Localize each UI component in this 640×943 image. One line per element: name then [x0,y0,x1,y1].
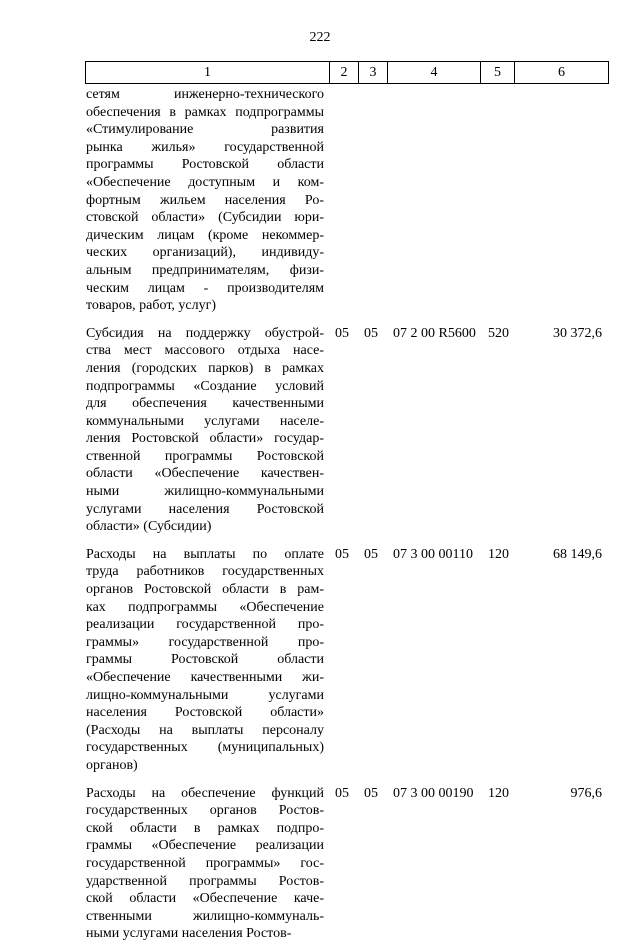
target-article-code: 07 3 00 00110 [393,546,473,562]
description-line: «Обеспечение доступным и ком- [86,174,324,190]
column-header-3: 3 [359,62,388,84]
description-line: ления Ростовской области» государ- [86,431,324,447]
target-article-code: 07 3 00 00190 [393,785,474,801]
description-line: (Расходы на выплаты персоналу [86,722,324,738]
description-line: труда работников государственных [86,564,324,580]
description-line: ственными жилищно-коммуналь- [86,908,324,924]
table-row [85,785,605,943]
amount-value: 30 372,6 [553,325,602,341]
row-description [85,785,324,943]
description-line: обеспечения в рамках подпрограммы [86,104,324,120]
description-line: услугами населения Ростовской [86,501,324,517]
razdel-code: 05 [335,546,349,562]
amount-value: 976,6 [570,785,602,801]
column-header-5: 5 [481,62,515,84]
description-line: государственной программы» гос- [86,855,324,871]
description-line: стовской области» (Субсидии юри- [86,210,324,226]
description-line: Расходы на обеспечение функций [86,785,324,801]
description-line: ственной программы Ростовской [86,448,324,464]
description-line: граммы» государственной про- [86,634,324,650]
description-line: граммы «Обеспечение реализации [86,838,324,854]
description-line: государственных (муниципальных) [86,740,324,756]
description-line: ческим лицам - производителям [86,280,324,296]
description-line: органов) [86,757,138,773]
description-line: подпрограммы «Создание условий [86,378,324,394]
description-line: ства мест массового отдыха насе- [86,343,324,359]
expense-type-code: 120 [488,785,509,801]
column-header-1: 1 [86,62,330,84]
description-line: рынка жилья» государственной [86,139,324,155]
amount-value: 68 149,6 [553,546,602,562]
description-line: Субсидия на поддержку обустрой- [86,325,324,341]
description-line: ударственной программы Ростов- [86,873,324,889]
description-line: дическим лицам (кроме некоммер- [86,227,324,243]
description-line: ными услугами населения Ростов- [86,926,292,942]
description-line: программы Ростовской области [86,157,324,173]
description-line: «Стимулирование развития [86,122,324,138]
expense-type-code: 520 [488,325,509,341]
description-line: для обеспечения качественными [86,396,324,412]
podrazdel-code: 05 [364,325,378,341]
page-number: 222 [309,30,331,45]
description-line: ными жилищно-коммунальными [86,484,324,500]
column-header-2: 2 [330,62,359,84]
table-row [85,325,605,536]
razdel-code: 05 [335,325,349,341]
razdel-code: 05 [335,785,349,801]
row-description [85,86,324,315]
description-line: области «Обеспечение качествен- [86,466,324,482]
table-row [85,546,605,775]
column-header-6: 6 [515,62,609,84]
expense-type-code: 120 [488,546,509,562]
target-article-code: 07 2 00 R5600 [393,325,476,341]
description-line: органов Ростовской области в рам- [86,582,324,598]
table-row [85,86,605,315]
row-description [85,325,324,536]
description-line: реализации государственной про- [86,617,324,633]
description-line: «Обеспечение качественными жи- [86,670,324,685]
description-line: области» (Субсидии) [86,519,212,535]
podrazdel-code: 05 [364,785,378,801]
description-line: государственных органов Ростов- [86,803,324,819]
podrazdel-code: 05 [364,546,378,562]
description-line: граммы Ростовской области [86,652,324,668]
description-line: населения Ростовской области» [86,705,324,721]
description-line: Расходы на выплаты по оплате [86,546,324,562]
row-description [85,546,324,775]
description-line: сетям инженерно-технического [86,87,324,102]
description-line: товаров, работ, услуг) [86,298,217,314]
description-line: коммунальными услугами населе- [86,413,324,429]
table-header [85,61,609,84]
description-line: лищно-коммунальными услугами [86,687,324,703]
description-line: фортным жильем населения Ро- [86,192,324,208]
description-line: альным предпринимателям, физи- [86,262,324,278]
description-line: ках подпрограммы «Обеспечение [86,599,324,615]
column-header-4: 4 [388,62,481,84]
description-line: ческих организаций), индивиду- [86,245,324,261]
table-body [85,86,605,943]
description-line: ской области «Обеспечение каче- [86,891,324,907]
description-line: ской области в рамках подпро- [86,820,324,836]
description-line: ления (городских парков) в рамках [86,360,324,376]
